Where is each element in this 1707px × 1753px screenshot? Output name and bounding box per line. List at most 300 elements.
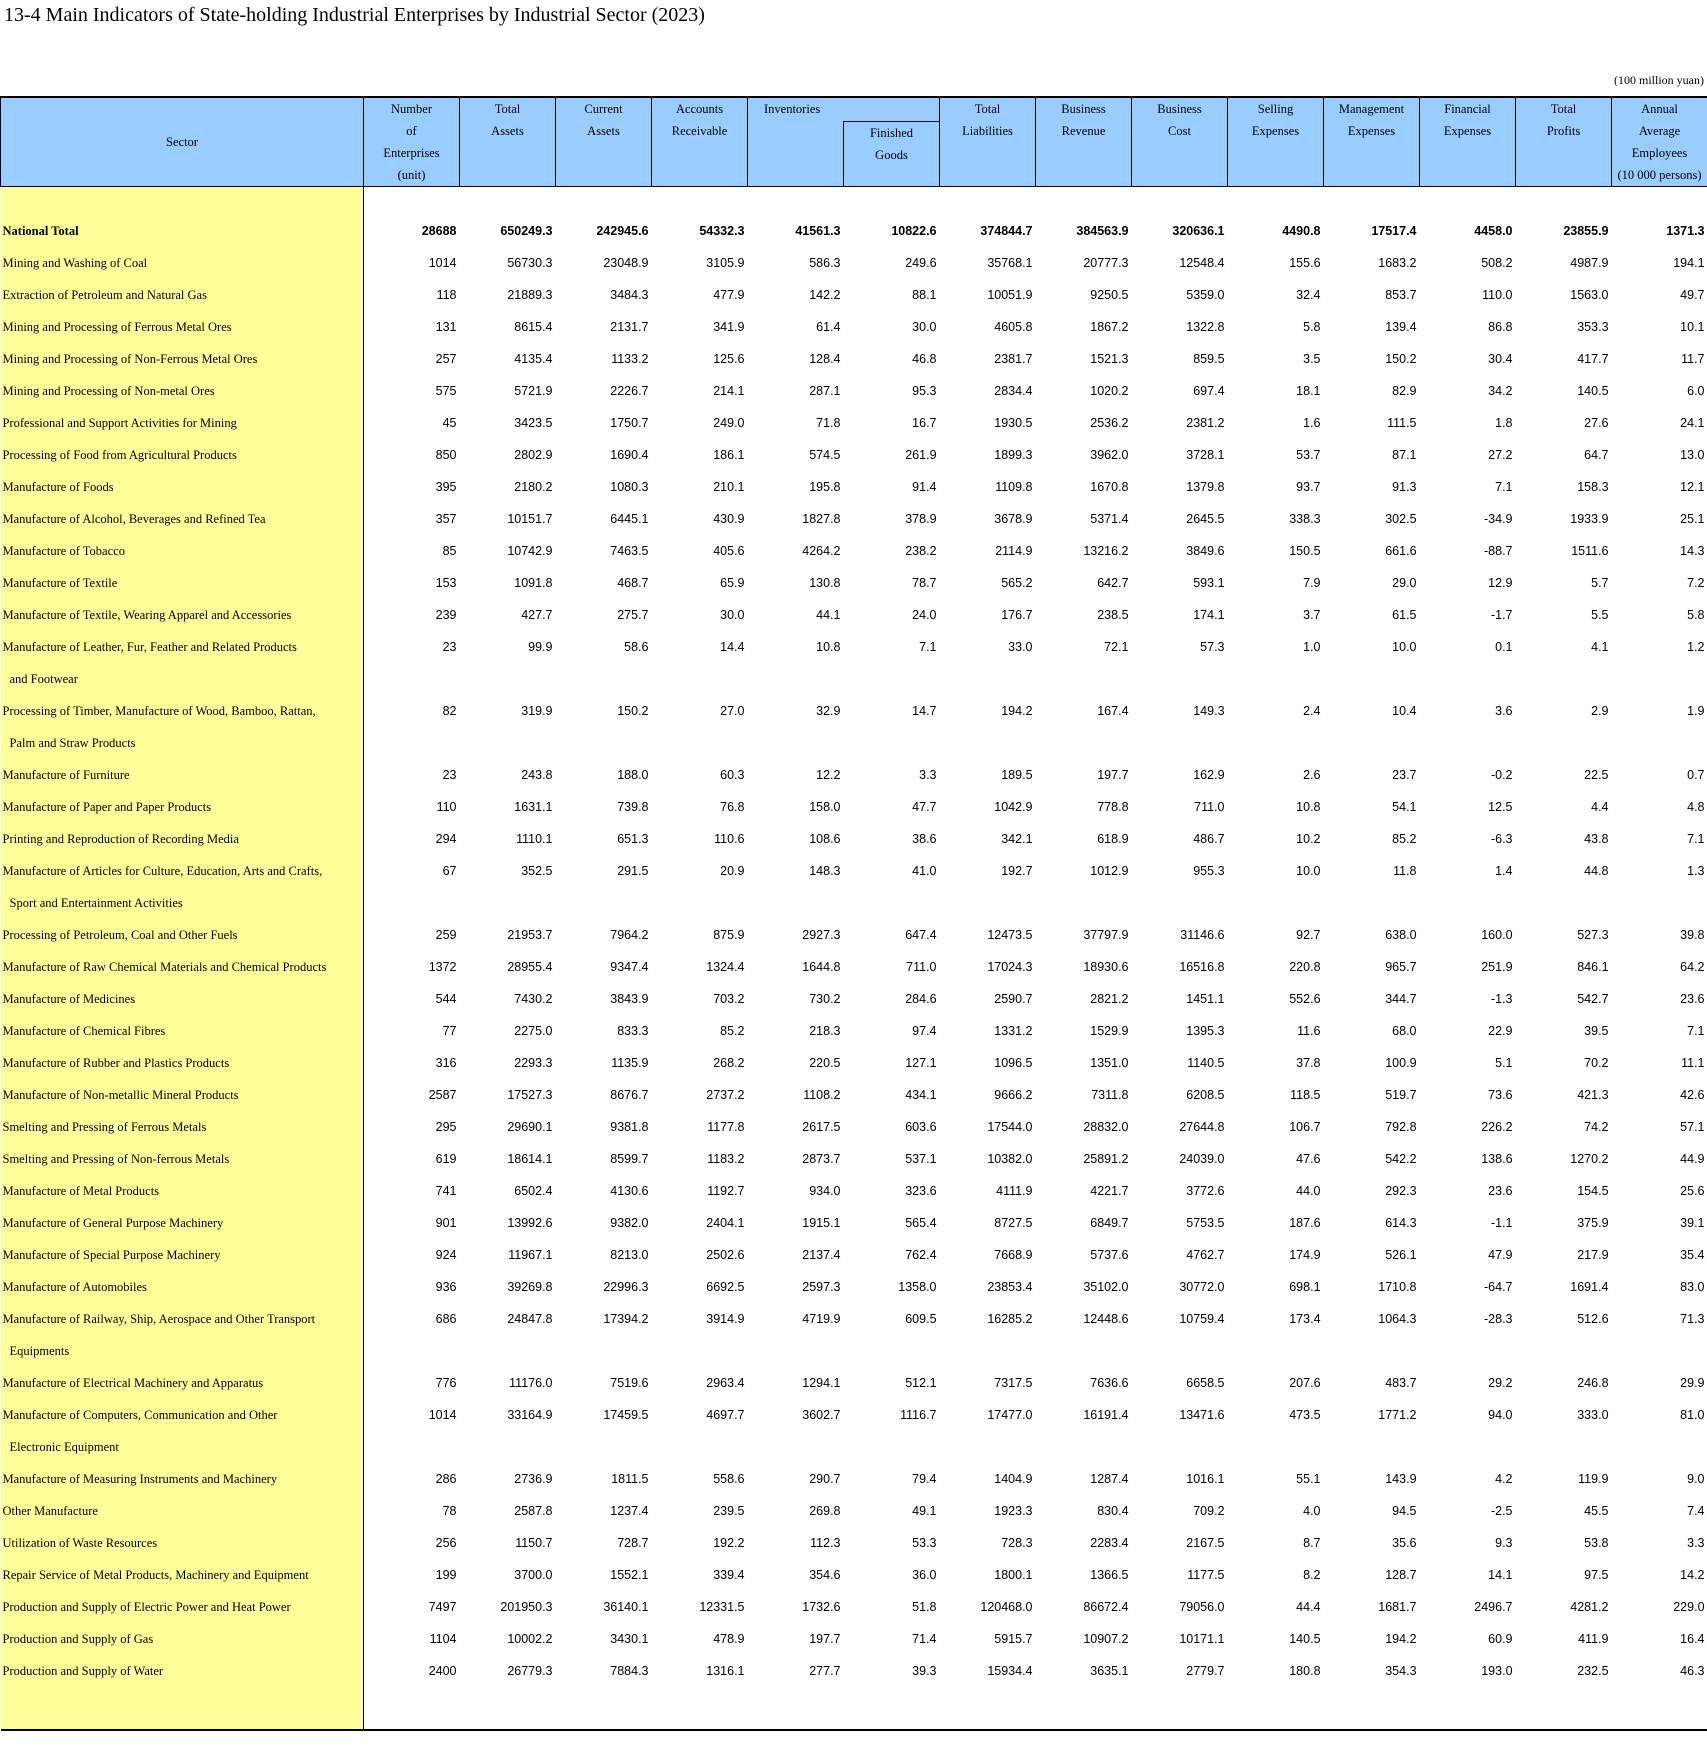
value-cell: 39.8 xyxy=(1680,928,1705,942)
value-cell: 95.3 xyxy=(912,384,937,398)
value-cell xyxy=(844,887,940,919)
value-cell: 1800.1 xyxy=(994,1568,1033,1582)
value-cell: 6692.5 xyxy=(706,1280,745,1294)
table-row xyxy=(1,1111,1707,1143)
value-cell xyxy=(940,727,1036,759)
value-cell: 44.0 xyxy=(1296,1184,1321,1198)
value-cell: 290.7 xyxy=(809,1472,841,1486)
value-cell: -0.2 xyxy=(1490,768,1513,782)
value-cell: -2.5 xyxy=(1490,1504,1513,1518)
table-row xyxy=(1,1143,1707,1175)
value-cell: 352.5 xyxy=(521,864,553,878)
value-cell: -1.1 xyxy=(1490,1216,1513,1230)
value-cell: 238.2 xyxy=(905,544,937,558)
value-cell: 78 xyxy=(442,1504,457,1518)
value-cell: 3635.1 xyxy=(1090,1664,1129,1678)
sector-cell: Manufacture of Medicines xyxy=(1,983,364,1015)
value-cell: 7463.5 xyxy=(610,544,649,558)
value-cell xyxy=(1324,1335,1420,1367)
value-cell: 2180.2 xyxy=(514,480,553,494)
value-cell: 1933.9 xyxy=(1570,512,1609,526)
value-cell: 46.8 xyxy=(912,352,937,366)
value-cell: 2821.2 xyxy=(1090,992,1129,1006)
value-cell: 60.9 xyxy=(1488,1632,1513,1646)
value-cell: 6208.5 xyxy=(1186,1088,1225,1102)
value-cell: 257 xyxy=(435,352,457,366)
value-cell: 3.5 xyxy=(1303,352,1321,366)
value-cell: 2381.2 xyxy=(1186,416,1225,430)
value-cell: 0.1 xyxy=(1495,640,1513,654)
value-cell: 5.7 xyxy=(1591,576,1609,590)
value-cell: 934.0 xyxy=(809,1184,841,1198)
table-row xyxy=(1,631,1707,663)
value-cell: 125.6 xyxy=(713,352,745,366)
value-cell xyxy=(652,727,748,759)
value-cell: 68.0 xyxy=(1392,1024,1417,1038)
value-cell: 94.0 xyxy=(1488,1408,1513,1422)
value-cell xyxy=(556,187,652,216)
value-cell xyxy=(1420,187,1516,216)
value-cell: 542.2 xyxy=(1385,1152,1417,1166)
value-cell: 527.3 xyxy=(1577,928,1609,942)
value-cell: 150.2 xyxy=(1385,352,1417,366)
value-cell: 477.9 xyxy=(713,288,745,302)
value-cell: 31146.6 xyxy=(1180,928,1225,942)
table-row xyxy=(1,279,1707,311)
value-cell xyxy=(1132,187,1228,216)
value-cell: 1331.2 xyxy=(994,1024,1033,1038)
value-cell xyxy=(1516,1335,1612,1367)
value-cell xyxy=(844,1335,940,1367)
value-cell: 9.3 xyxy=(1495,1536,1513,1550)
value-cell xyxy=(940,1335,1036,1367)
table-row xyxy=(1,855,1707,887)
value-cell: 28955.4 xyxy=(507,960,553,974)
table-row xyxy=(1,695,1707,727)
value-cell: 44.4 xyxy=(1296,1600,1321,1614)
value-cell xyxy=(1420,1431,1516,1463)
value-cell: 709.2 xyxy=(1193,1504,1225,1518)
value-cell: 1110.1 xyxy=(516,832,553,846)
value-cell xyxy=(844,1431,940,1463)
value-cell: 10.4 xyxy=(1392,704,1417,718)
value-cell: 65.9 xyxy=(720,576,745,590)
value-cell xyxy=(940,1687,1036,1730)
value-cell xyxy=(1516,187,1612,216)
value-cell: 936 xyxy=(435,1280,457,1294)
value-cell: 1827.8 xyxy=(802,512,841,526)
value-cell: 8676.7 xyxy=(610,1088,649,1102)
value-cell: 1732.6 xyxy=(802,1600,841,1614)
value-cell: 71.3 xyxy=(1680,1312,1705,1326)
value-cell: 1683.2 xyxy=(1378,256,1417,270)
value-cell: 2587.8 xyxy=(514,1504,553,1518)
value-cell: 1710.8 xyxy=(1378,1280,1417,1294)
value-cell: 2590.7 xyxy=(994,992,1033,1006)
value-cell: 131 xyxy=(435,320,457,334)
value-cell: 29.9 xyxy=(1680,1376,1705,1390)
value-cell xyxy=(556,1687,652,1730)
value-cell xyxy=(1420,887,1516,919)
value-cell: 44.9 xyxy=(1680,1152,1705,1166)
value-cell xyxy=(1036,663,1132,695)
sector-cell: Manufacture of Alcohol, Beverages and Refined Tea xyxy=(1,503,364,535)
value-cell: 149.3 xyxy=(1193,704,1225,718)
value-cell: 23855.9 xyxy=(1563,224,1609,238)
spacer-row xyxy=(1,1687,1707,1730)
value-cell: 1287.4 xyxy=(1090,1472,1129,1486)
value-cell xyxy=(940,187,1036,216)
table-row xyxy=(1,1591,1707,1623)
value-cell: 56730.3 xyxy=(507,256,553,270)
value-cell: 23 xyxy=(442,768,457,782)
value-cell: 232.5 xyxy=(1577,1664,1609,1678)
value-cell: 7311.8 xyxy=(1091,1088,1129,1102)
value-cell: 7636.6 xyxy=(1090,1376,1129,1390)
value-cell: 193.0 xyxy=(1481,1664,1513,1678)
value-cell: 128.7 xyxy=(1385,1568,1417,1582)
value-cell xyxy=(1516,1431,1612,1463)
value-cell xyxy=(556,663,652,695)
value-cell xyxy=(1036,887,1132,919)
value-cell: 1.9 xyxy=(1687,704,1705,718)
value-cell: -64.7 xyxy=(1484,1280,1513,1294)
value-cell: 32.9 xyxy=(816,704,841,718)
value-cell xyxy=(1420,1335,1516,1367)
value-cell: 2736.9 xyxy=(514,1472,553,1486)
sector-cell: Mining and Processing of Non-metal Ores xyxy=(1,375,364,407)
value-cell: 2536.2 xyxy=(1090,416,1129,430)
value-cell: 846.1 xyxy=(1577,960,1609,974)
value-cell: 17517.4 xyxy=(1371,224,1417,238)
value-cell: 5.8 xyxy=(1303,320,1321,334)
value-cell: 965.7 xyxy=(1385,960,1417,974)
value-cell: 23.7 xyxy=(1392,768,1417,782)
value-cell: 1192.7 xyxy=(707,1184,745,1198)
value-cell: 384563.9 xyxy=(1076,224,1129,238)
value-cell: 1521.3 xyxy=(1090,352,1129,366)
value-cell: 118 xyxy=(436,288,457,302)
value-cell: 4.1 xyxy=(1591,640,1609,654)
value-cell: 12448.6 xyxy=(1083,1312,1129,1326)
value-cell: 87.1 xyxy=(1392,448,1417,462)
value-cell: 18614.1 xyxy=(507,1152,553,1166)
sector-cell: Manufacture of General Purpose Machinery xyxy=(1,1207,364,1239)
value-cell: 5721.9 xyxy=(514,384,553,398)
value-cell: 217.9 xyxy=(1577,1248,1609,1262)
value-cell: 140.5 xyxy=(1289,1632,1321,1646)
table-row xyxy=(1,791,1707,823)
value-cell: 924 xyxy=(435,1248,457,1262)
value-cell: 167.4 xyxy=(1097,704,1129,718)
value-cell: 1133.2 xyxy=(611,352,649,366)
table-row-continuation xyxy=(1,1431,1707,1463)
header-total-profits: Total Profits xyxy=(1516,97,1612,187)
table-body xyxy=(1,187,1707,1731)
value-cell: 35102.0 xyxy=(1083,1280,1129,1294)
value-cell: 10.0 xyxy=(1296,864,1321,878)
value-cell: 88.1 xyxy=(912,288,937,302)
value-cell: 53.3 xyxy=(912,1536,937,1550)
value-cell: 44.8 xyxy=(1584,864,1609,878)
value-cell: 1563.0 xyxy=(1570,288,1609,302)
header-sector: Sector xyxy=(1,97,364,187)
value-cell: 434.1 xyxy=(905,1088,937,1102)
value-cell xyxy=(1132,1431,1228,1463)
value-cell: 10.2 xyxy=(1296,832,1321,846)
value-cell: 526.1 xyxy=(1385,1248,1417,1262)
value-cell: 118.5 xyxy=(1290,1088,1321,1102)
value-cell xyxy=(652,1335,748,1367)
table-row xyxy=(1,471,1707,503)
value-cell: 220.5 xyxy=(809,1056,841,1070)
value-cell: 316 xyxy=(435,1056,457,1070)
value-cell: 158.0 xyxy=(809,800,841,814)
value-cell: 4.0 xyxy=(1303,1504,1321,1518)
value-cell: 246.8 xyxy=(1577,1376,1609,1390)
value-cell: 1109.8 xyxy=(995,480,1033,494)
value-cell: 1294.1 xyxy=(802,1376,841,1390)
value-cell: 24.1 xyxy=(1680,416,1705,430)
value-cell: 9666.2 xyxy=(994,1088,1033,1102)
value-cell: 143.9 xyxy=(1385,1472,1417,1486)
value-cell: 10051.9 xyxy=(987,288,1033,302)
value-cell: 2645.5 xyxy=(1186,512,1225,526)
value-cell: 586.3 xyxy=(809,256,841,270)
value-cell: 30.4 xyxy=(1488,352,1513,366)
value-cell xyxy=(364,663,460,695)
value-cell: 537.1 xyxy=(905,1152,937,1166)
value-cell: 35.6 xyxy=(1392,1536,1417,1550)
value-cell: 251.9 xyxy=(1481,960,1513,974)
value-cell: 239 xyxy=(435,608,457,622)
value-cell: 1014 xyxy=(428,1408,457,1422)
value-cell: 1358.0 xyxy=(898,1280,937,1294)
value-cell xyxy=(556,727,652,759)
value-cell: 35768.1 xyxy=(987,256,1033,270)
value-cell: 3.6 xyxy=(1495,704,1513,718)
value-cell: 33164.9 xyxy=(507,1408,553,1422)
value-cell: 197.7 xyxy=(809,1632,841,1646)
value-cell: 2131.7 xyxy=(610,320,649,334)
value-cell: 24039.0 xyxy=(1179,1152,1225,1166)
value-cell xyxy=(748,1335,844,1367)
value-cell: 1183.2 xyxy=(707,1152,745,1166)
value-cell: 12.9 xyxy=(1488,576,1513,590)
value-cell xyxy=(1228,887,1324,919)
value-cell xyxy=(1228,663,1324,695)
sector-cell: Mining and Processing of Ferrous Metal Ores xyxy=(1,311,364,343)
value-cell: 46.3 xyxy=(1680,1664,1705,1678)
value-cell: 642.7 xyxy=(1097,576,1129,590)
value-cell: 17459.5 xyxy=(603,1408,649,1422)
value-cell: 9381.8 xyxy=(610,1120,649,1134)
value-cell: 1324.4 xyxy=(706,960,745,974)
value-cell: 112.3 xyxy=(810,1536,841,1550)
value-cell: 11.6 xyxy=(1297,1024,1321,1038)
value-cell xyxy=(1612,663,1707,695)
value-cell: 11967.1 xyxy=(508,1248,553,1262)
value-cell: 508.2 xyxy=(1481,256,1513,270)
value-cell xyxy=(364,187,460,216)
value-cell: 1.0 xyxy=(1303,640,1321,654)
value-cell: 8599.7 xyxy=(610,1152,649,1166)
table-row xyxy=(1,1303,1707,1335)
value-cell: 37797.9 xyxy=(1083,928,1129,942)
sector-cell: Professional and Support Activities for Mining xyxy=(1,407,364,439)
value-cell xyxy=(748,187,844,216)
value-cell: 22996.3 xyxy=(603,1280,649,1294)
value-cell: 2502.6 xyxy=(706,1248,745,1262)
value-cell: 3843.9 xyxy=(610,992,649,1006)
value-cell: 4762.7 xyxy=(1186,1248,1225,1262)
value-cell: 29.0 xyxy=(1392,576,1417,590)
sector-cell: Repair Service of Metal Products, Machinery and Equipment xyxy=(1,1559,364,1591)
value-cell: 2779.7 xyxy=(1186,1664,1225,1678)
value-cell: 130.8 xyxy=(809,576,841,590)
value-cell: 27.6 xyxy=(1584,416,1609,430)
value-cell: 24.0 xyxy=(912,608,937,622)
value-cell: 339.4 xyxy=(713,1568,745,1582)
value-cell: 5753.5 xyxy=(1186,1216,1225,1230)
value-cell: 11176.0 xyxy=(509,1376,553,1390)
value-cell: 39.1 xyxy=(1680,1216,1705,1230)
value-cell: 229.0 xyxy=(1673,1600,1705,1614)
value-cell: 47.7 xyxy=(912,800,937,814)
sector-cell: Manufacture of Furniture xyxy=(1,759,364,791)
value-cell: 39.5 xyxy=(1584,1024,1609,1038)
value-cell: 353.3 xyxy=(1577,320,1609,334)
value-cell: 189.5 xyxy=(1001,768,1033,782)
value-cell: 728.7 xyxy=(617,1536,649,1550)
value-cell: 5371.4 xyxy=(1090,512,1129,526)
value-cell: 214.1 xyxy=(713,384,745,398)
value-cell: 7964.2 xyxy=(610,928,649,942)
value-cell: 128.4 xyxy=(809,352,841,366)
value-cell xyxy=(1516,663,1612,695)
value-cell: 2927.3 xyxy=(802,928,841,942)
sector-cell: National Total xyxy=(1,215,364,247)
value-cell: 57.3 xyxy=(1200,640,1225,654)
value-cell: 1644.8 xyxy=(802,960,841,974)
value-cell: 647.4 xyxy=(905,928,937,942)
header-inventories: Inventories xyxy=(748,97,940,121)
value-cell: 1096.5 xyxy=(994,1056,1033,1070)
value-cell xyxy=(1420,727,1516,759)
sector-cell: Manufacture of Chemical Fibres xyxy=(1,1015,364,1047)
value-cell: 57.1 xyxy=(1680,1120,1705,1134)
value-cell: 0.7 xyxy=(1687,768,1705,782)
table-row xyxy=(1,1527,1707,1559)
value-cell: 194.2 xyxy=(1001,704,1033,718)
value-cell: 277.7 xyxy=(809,1664,841,1678)
value-cell: 12473.5 xyxy=(987,928,1033,942)
value-cell: 1116.7 xyxy=(900,1408,937,1422)
value-cell: 256 xyxy=(435,1536,457,1550)
sector-cell: Mining and Processing of Non-Ferrous Metal Ores xyxy=(1,343,364,375)
value-cell: 1237.4 xyxy=(610,1504,649,1518)
value-cell: 320636.1 xyxy=(1172,224,1225,238)
value-cell: 542.7 xyxy=(1577,992,1609,1006)
value-cell: 1014 xyxy=(428,256,457,270)
header-inventories-spacer xyxy=(748,121,844,186)
value-cell: 2114.9 xyxy=(995,544,1033,558)
value-cell: 10171.1 xyxy=(1179,1632,1225,1646)
value-cell: 7.1 xyxy=(1495,480,1513,494)
value-cell: 39269.8 xyxy=(507,1280,553,1294)
value-cell: 728.3 xyxy=(1001,1536,1033,1550)
value-cell: 21953.7 xyxy=(507,928,553,942)
value-cell: 110.6 xyxy=(714,832,745,846)
value-cell: 108.6 xyxy=(809,832,841,846)
sector-cell: Manufacture of Raw Chemical Materials and Chemical Products xyxy=(1,951,364,983)
value-cell: 1135.9 xyxy=(611,1056,649,1070)
value-cell: 5.1 xyxy=(1495,1056,1513,1070)
value-cell: 79056.0 xyxy=(1179,1600,1225,1614)
value-cell: 16285.2 xyxy=(987,1312,1033,1326)
value-cell: 901 xyxy=(435,1216,457,1230)
value-cell: 155.6 xyxy=(1289,256,1321,270)
value-cell xyxy=(652,887,748,919)
value-cell: 6445.1 xyxy=(610,512,649,526)
value-cell: 661.6 xyxy=(1385,544,1417,558)
value-cell: 2963.4 xyxy=(706,1376,745,1390)
value-cell: 16191.4 xyxy=(1083,1408,1129,1422)
value-cell: 197.7 xyxy=(1097,768,1129,782)
value-cell xyxy=(460,1335,556,1367)
value-cell: 29.2 xyxy=(1488,1376,1513,1390)
value-cell: 574.5 xyxy=(809,448,841,462)
value-cell: 7.1 xyxy=(1687,1024,1705,1038)
value-cell: 1104 xyxy=(429,1632,457,1646)
value-cell: 1.6 xyxy=(1303,416,1321,430)
value-cell xyxy=(1036,727,1132,759)
value-cell: 47.9 xyxy=(1488,1248,1513,1262)
value-cell: 1016.1 xyxy=(1186,1472,1225,1486)
table-row xyxy=(1,1015,1707,1047)
value-cell: 1064.3 xyxy=(1378,1312,1417,1326)
value-cell xyxy=(1324,187,1420,216)
value-cell: 180.8 xyxy=(1289,1664,1321,1678)
value-cell: 8.2 xyxy=(1303,1568,1321,1582)
value-cell: 1915.1 xyxy=(802,1216,841,1230)
header-enterprises: Number of Enterprises (unit) xyxy=(364,97,460,187)
value-cell: 42.6 xyxy=(1680,1088,1705,1102)
value-cell: 4.4 xyxy=(1591,800,1609,814)
sector-cell: Production and Supply of Electric Power and Heat Power xyxy=(1,1591,364,1623)
value-cell: 12.2 xyxy=(816,768,841,782)
table-row xyxy=(1,759,1707,791)
value-cell xyxy=(1228,1431,1324,1463)
value-cell xyxy=(1324,663,1420,695)
value-cell: 58.6 xyxy=(624,640,649,654)
value-cell: 53.7 xyxy=(1296,448,1321,462)
sector-cell: Manufacture of Paper and Paper Products xyxy=(1,791,364,823)
value-cell: 776 xyxy=(435,1376,457,1390)
value-cell: 201950.3 xyxy=(500,1600,553,1614)
value-cell: 3484.3 xyxy=(610,288,649,302)
unit-note: (100 million yuan) xyxy=(1614,73,1704,87)
value-cell: 54332.3 xyxy=(699,224,745,238)
sector-cell: Manufacture of Measuring Instruments and Machinery xyxy=(1,1463,364,1495)
value-cell: 10.1 xyxy=(1680,320,1705,334)
value-cell: 60.3 xyxy=(720,768,745,782)
table-row xyxy=(1,375,1707,407)
value-cell: 23.6 xyxy=(1680,992,1705,1006)
value-cell xyxy=(1036,1687,1132,1730)
value-cell: 593.1 xyxy=(1193,576,1225,590)
value-cell xyxy=(1036,1431,1132,1463)
